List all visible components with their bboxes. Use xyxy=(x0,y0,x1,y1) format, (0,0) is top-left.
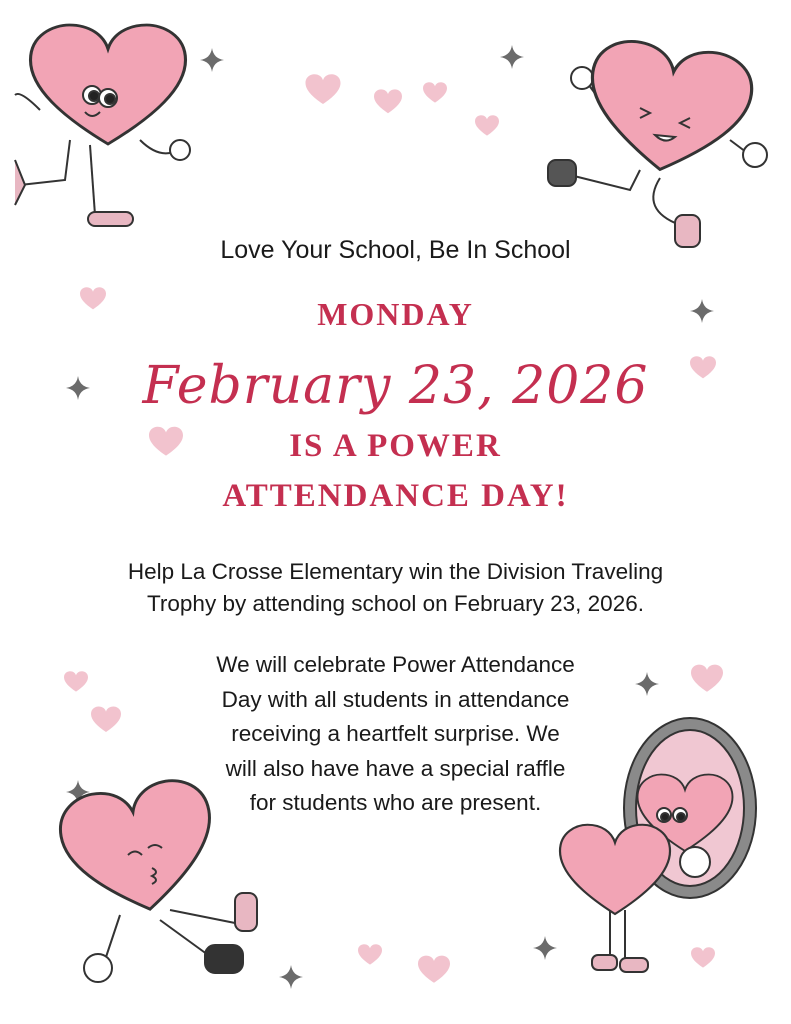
headline-line-2: ATTENDANCE DAY! xyxy=(222,478,569,514)
tagline: Love Your School, Be In School xyxy=(220,236,571,264)
paragraph-2-line: Day with all students in attendance xyxy=(221,686,570,712)
paragraph-2-line: for students who are present. xyxy=(249,790,542,815)
paragraph-1-line: Trophy by attending school on February 23, 2026. xyxy=(147,591,644,616)
sparkle-icon xyxy=(533,936,557,960)
small-heart-icon xyxy=(423,82,447,102)
small-heart-icon xyxy=(306,74,341,104)
paragraph-2-line: We will celebrate Power Attendance xyxy=(216,652,575,677)
heart-character-top-left xyxy=(15,25,190,226)
sparkle-icon xyxy=(500,45,524,69)
day-heading: MONDAY xyxy=(317,296,474,332)
paragraph-2-line: receiving a heartfelt surprise. We xyxy=(231,721,560,746)
small-heart-icon xyxy=(475,115,499,135)
headline-line-1: IS A POWER xyxy=(289,428,502,464)
small-heart-icon xyxy=(358,944,382,964)
paragraph-2 xyxy=(0,648,791,821)
paragraph-1 xyxy=(0,556,791,620)
small-heart-icon xyxy=(691,947,715,967)
paragraph-1-line: Help La Crosse Elementary win the Division Traveling xyxy=(127,559,664,584)
sparkle-icon xyxy=(200,48,224,72)
small-heart-icon xyxy=(418,956,450,983)
paragraph-2-line: will also have have a special raffle xyxy=(225,755,566,781)
small-heart-icon xyxy=(374,89,402,113)
sparkle-icon xyxy=(279,965,303,989)
heart-character-top-right xyxy=(548,36,767,247)
date-heading: February 23, 2026 xyxy=(142,356,649,416)
